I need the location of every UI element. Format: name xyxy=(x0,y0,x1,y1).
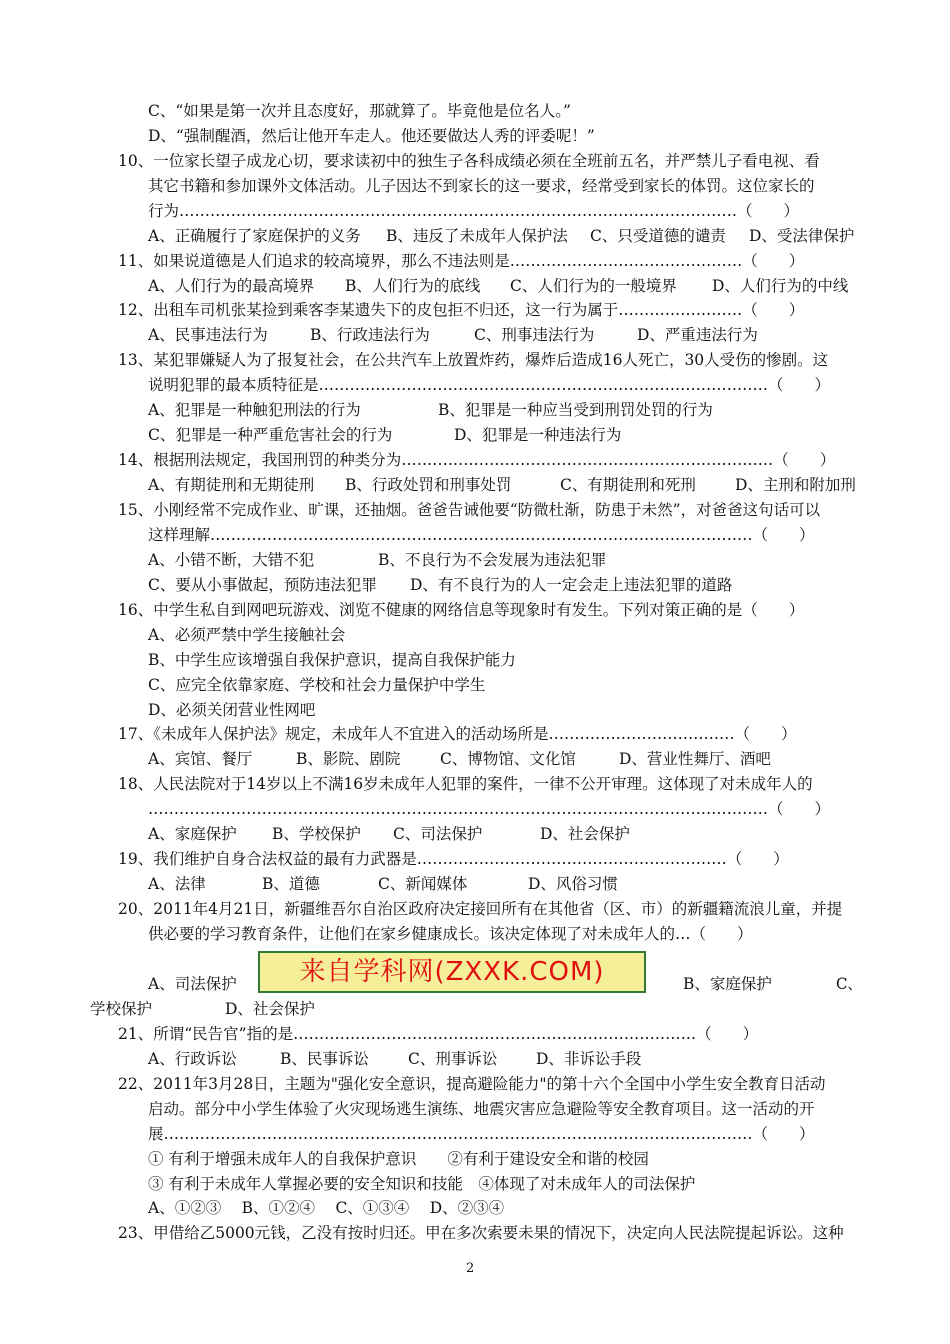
q13-option-c: C、犯罪是一种严重危害社会的行为 xyxy=(148,426,393,444)
q18-stem-1: 18、人民法院对于14岁以上不满16岁未成年人犯罪的案件，一律不公开审理。这体现了对未成年人的 xyxy=(118,775,813,793)
q17-stem: 17、《未成年人保护法》规定，未成年人不宜进入的活动场所是………………………………（ ） xyxy=(118,725,797,743)
q10-stem-1: 10、一位家长望子成龙心切，要求读初中的独生子各科成绩必须在全班前五名，并严禁儿子看电视、看 xyxy=(118,152,820,170)
q18-stem-2: …………………………………………………………………………………………………………（ ） xyxy=(148,800,831,818)
q16-option-d: D、必须关闭营业性网吧 xyxy=(148,701,316,719)
q20-option-d: D、社会保护 xyxy=(225,1000,315,1018)
q17-option-c: C、博物馆、文化馆 xyxy=(440,750,576,768)
q12-option-a: A、民事违法行为 xyxy=(148,326,268,344)
q23-stem: 23、甲借给乙5000元钱，乙没有按时归还。甲在多次索要未果的情况下，决定向人民法院提起诉讼。这种 xyxy=(118,1224,844,1242)
q21-stem: 21、所谓“民告官”指的是……………………………………………………………………（ ） xyxy=(118,1025,759,1043)
q21-option-c: C、刑事诉讼 xyxy=(408,1050,498,1068)
q11-stem: 11、如果说道德是人们追求的较高境界，那么不违法则是………………………………………（ ） xyxy=(118,252,805,270)
q19-option-b: B、道德 xyxy=(262,875,320,893)
q19-option-a: A、法律 xyxy=(148,875,206,893)
q15-option-a: A、小错不断，大错不犯 xyxy=(148,551,315,569)
q11-option-a: A、人们行为的最高境界 xyxy=(148,277,315,295)
q14-stem: 14、根据刑法规定，我国刑罚的种类分为………………………………………………………………（ ） xyxy=(118,451,836,469)
q19-option-d: D、风俗习惯 xyxy=(528,875,618,893)
q19-stem: 19、我们维护自身合法权益的最有力武器是……………………………………………………（ ） xyxy=(118,850,789,868)
q13-stem-1: 13、某犯罪嫌疑人为了报复社会，在公共汽车上放置炸药，爆炸后造成16人死亡，30人受伤的惨剧。这 xyxy=(118,351,829,369)
q22-stem-3: 展……………………………………………………………………………………………………（ ） xyxy=(148,1125,815,1143)
q10-stem-3: 行为………………………………………………………………………………………………（ ） xyxy=(148,202,800,220)
q22-statements-1: ① 有利于增强未成年人的自我保护意识 ②有利于建设安全和谐的校园 xyxy=(148,1150,649,1168)
q15-option-d: D、有不良行为的人一定会走上违法犯罪的道路 xyxy=(410,576,733,594)
q17-option-a: A、宾馆、餐厅 xyxy=(148,750,253,768)
watermark-stamp: 来自学科网(ZXXK.COM) xyxy=(258,951,646,993)
q15-option-c: C、要从小事做起，预防违法犯罪 xyxy=(148,576,377,594)
q12-option-b: B、行政违法行为 xyxy=(310,326,430,344)
page-number: 2 xyxy=(466,1261,475,1276)
q14-option-d: D、主刑和附加刑 xyxy=(735,476,856,494)
q20-option-a: A、司法保护 xyxy=(148,975,237,993)
q12-stem: 12、出租车司机张某捡到乘客李某遗失下的皮包拒不归还，这一行为属于……………………（ ） xyxy=(118,301,805,319)
q20-stem-2: 供必要的学习教育条件，让他们在家乡健康成长。该决定体现了对未成年人的…（ ） xyxy=(148,925,753,943)
q13-option-d: D、犯罪是一种违法行为 xyxy=(454,426,622,444)
q15-option-b: B、不良行为不会发展为违法犯罪 xyxy=(378,551,607,569)
q20-option-c: C、 xyxy=(836,975,863,993)
q19-option-c: C、新闻媒体 xyxy=(378,875,468,893)
q11-option-c: C、人们行为的一般境界 xyxy=(510,277,677,295)
q9-option-d: D、“强制醒酒，然后让他开车走人。他还要做达人秀的评委呢！” xyxy=(148,127,595,145)
q21-option-b: B、民事诉讼 xyxy=(280,1050,369,1068)
q15-stem-1: 15、小刚经常不完成作业、旷课，还抽烟。爸爸告诫他要“防微杜渐，防患于未然”，对爸爸这句话可以 xyxy=(118,501,821,519)
q18-option-c: C、司法保护 xyxy=(393,825,483,843)
q14-option-b: B、行政处罚和刑事处罚 xyxy=(345,476,512,494)
q18-option-b: B、学校保护 xyxy=(272,825,361,843)
q20-stem-1: 20、2011年4月21日，新疆维吾尔自治区政府决定接回所有在其他省（区、市）的新疆籍流浪儿童，并提 xyxy=(118,900,843,918)
q14-option-c: C、有期徒刑和死刑 xyxy=(560,476,696,494)
q18-option-a: A、家庭保护 xyxy=(148,825,237,843)
q13-option-b: B、犯罪是一种应当受到刑罚处罚的行为 xyxy=(438,401,713,419)
q14-option-a: A、有期徒刑和无期徒刑 xyxy=(148,476,315,494)
q17-option-b: B、影院、剧院 xyxy=(296,750,401,768)
q15-stem-2: 这样理解……………………………………………………………………………………………（ ） xyxy=(148,526,815,544)
q12-option-d: D、严重违法行为 xyxy=(637,326,758,344)
q22-stem-1: 22、2011年3月28日，主题为"强化安全意识，提高避险能力"的第十六个全国中小学生安全教育日活动 xyxy=(118,1075,826,1093)
q16-stem: 16、中学生私自到网吧玩游戏、浏览不健康的网络信息等现象时有发生。下列对策正确的是（ ） xyxy=(118,601,805,619)
q10-stem-2: 其它书籍和参加课外文体活动。儿子因达不到家长的这一要求，经常受到家长的体罚。这位家长的 xyxy=(148,177,815,195)
q21-option-a: A、行政诉讼 xyxy=(148,1050,237,1068)
q11-option-b: B、人们行为的底线 xyxy=(345,277,481,295)
q20-option-b: B、家庭保护 xyxy=(683,975,772,993)
q13-stem-2: 说明犯罪的最本质特征是……………………………………………………………………………（ ） xyxy=(148,376,831,394)
q13-option-a: A、犯罪是一种触犯刑法的行为 xyxy=(148,401,361,419)
q10-option-a: A、正确履行了家庭保护的义务 xyxy=(148,227,361,245)
q10-option-c: C、只受道德的谴责 xyxy=(590,227,726,245)
q12-option-c: C、刑事违法行为 xyxy=(474,326,595,344)
q16-option-b: B、中学生应该增强自我保护意识，提高自我保护能力 xyxy=(148,651,516,669)
q20-option-c-text: 学校保护 xyxy=(90,1000,153,1018)
q16-option-a: A、必须严禁中学生接触社会 xyxy=(148,626,346,644)
q22-statements-2: ③ 有利于未成年人掌握必要的安全知识和技能 ④体现了对未成年人的司法保护 xyxy=(148,1175,696,1193)
q16-option-c: C、应完全依靠家庭、学校和社会力量保护中学生 xyxy=(148,676,486,694)
q22-stem-2: 启动。部分中小学生体验了火灾现场逃生演练、地震灾害应急避险等安全教育项目。这一活动的开 xyxy=(148,1100,815,1118)
q22-options: A、①②③ B、①②④ C、①③④ D、②③④ xyxy=(148,1199,505,1217)
q17-option-d: D、营业性舞厅、酒吧 xyxy=(619,750,771,768)
q10-option-d: D、受法律保护 xyxy=(749,227,855,245)
q10-option-b: B、违反了未成年人保护法 xyxy=(386,227,568,245)
q9-option-c: C、“如果是第一次并且态度好，那就算了。毕竟他是位名人。” xyxy=(148,102,571,120)
q21-option-d: D、非诉讼手段 xyxy=(536,1050,642,1068)
q18-option-d: D、社会保护 xyxy=(540,825,630,843)
q11-option-d: D、人们行为的中线 xyxy=(712,277,849,295)
